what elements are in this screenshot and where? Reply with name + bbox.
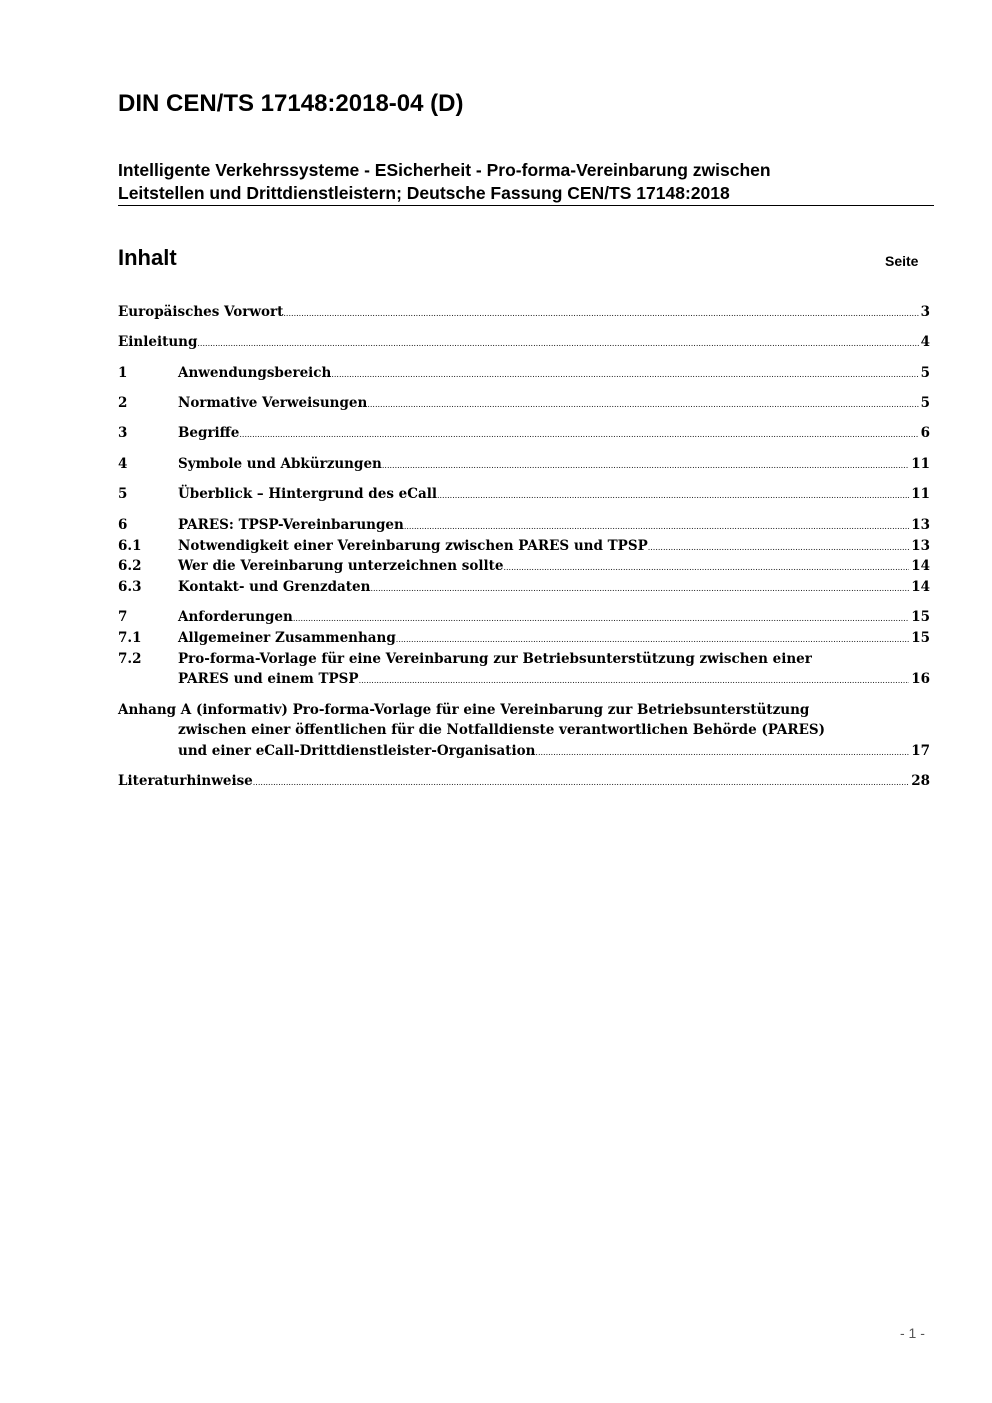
toc-leader-dots bbox=[404, 515, 909, 535]
toc-heading: Inhalt bbox=[118, 245, 177, 270]
toc-entry-7[interactable] bbox=[118, 607, 930, 627]
title-divider bbox=[118, 205, 934, 206]
toc-entry-title: Überblick – Hintergrund des eCall bbox=[178, 486, 437, 502]
toc-entry-number: 7 bbox=[118, 609, 128, 625]
toc-leader-dots bbox=[197, 332, 918, 352]
toc-entry-title-line-2: PARES und einem TPSP bbox=[178, 671, 359, 687]
toc-entry-title-line-1: Pro-forma-Vorlage für eine Vereinbarung zur Betriebsunterstützung zwischen einer bbox=[178, 651, 812, 667]
toc-entry-3[interactable] bbox=[118, 423, 930, 443]
toc-entry-title: Anwendungsbereich bbox=[178, 365, 332, 381]
toc-entry-1[interactable] bbox=[118, 363, 930, 383]
toc-entry-number: 6 bbox=[118, 517, 128, 533]
toc-entry-page: 11 bbox=[911, 456, 930, 472]
toc-entry-title-line-2: zwischen einer öffentlichen für die Notfalldienste verantwortlichen Behörde (PARES) bbox=[178, 722, 826, 738]
toc-entry-title: Symbole und Abkürzungen bbox=[178, 456, 382, 472]
toc-entry-anhang-a-line-2[interactable] bbox=[118, 720, 930, 740]
toc-leader-dots bbox=[367, 393, 918, 413]
toc-leader-dots bbox=[283, 302, 918, 322]
toc-entry-number: 4 bbox=[118, 456, 128, 472]
toc-entry-page: 14 bbox=[911, 579, 930, 595]
toc-entry-number: 7.2 bbox=[118, 651, 142, 667]
toc-entry-number: 3 bbox=[118, 425, 128, 441]
toc-leader-dots bbox=[293, 607, 909, 627]
toc-entry-number: 6.2 bbox=[118, 558, 142, 574]
document-title-line-1: Intelligente Verkehrssysteme - ESicherheit - Pro-forma-Vereinbarung zwischen bbox=[118, 160, 771, 180]
toc-entry-page: 11 bbox=[911, 486, 930, 502]
toc-leader-dots bbox=[535, 741, 909, 761]
toc-entry-title: Literaturhinweise bbox=[118, 773, 253, 789]
toc-leader-dots bbox=[239, 423, 918, 443]
toc-entry-page: 5 bbox=[920, 365, 930, 381]
toc-entry-title: Begriffe bbox=[178, 425, 240, 441]
toc-entry-number: 7.1 bbox=[118, 630, 142, 646]
toc-leader-dots bbox=[396, 628, 909, 648]
toc-entry-number: 6.3 bbox=[118, 579, 142, 595]
toc-entry-6-1[interactable] bbox=[118, 536, 930, 556]
toc-entry-page: 14 bbox=[911, 558, 930, 574]
toc-entry-title: Kontakt- und Grenzdaten bbox=[178, 579, 371, 595]
toc-entry-page: 28 bbox=[911, 773, 930, 789]
toc-entry-7-2-continuation[interactable] bbox=[118, 669, 930, 689]
toc-leader-dots bbox=[253, 771, 909, 791]
toc-entry-page: 4 bbox=[920, 334, 930, 350]
toc-entry-6[interactable] bbox=[118, 515, 930, 535]
toc-entry-page: 16 bbox=[911, 671, 930, 687]
toc-entry-4[interactable] bbox=[118, 454, 930, 474]
toc-entry-title: PARES: TPSP-Vereinbarungen bbox=[178, 517, 404, 533]
toc-entry-page: 13 bbox=[911, 517, 930, 533]
toc-entry-anhang-a-line-3[interactable] bbox=[118, 741, 930, 761]
toc-entry-vorwort[interactable] bbox=[118, 302, 930, 322]
toc-entry-title: Wer die Vereinbarung unterzeichnen sollte bbox=[178, 558, 504, 574]
toc-entry-number: 2 bbox=[118, 395, 128, 411]
toc-leader-dots bbox=[648, 536, 909, 556]
toc-entry-literatur[interactable] bbox=[118, 771, 930, 791]
toc-leader-dots bbox=[370, 577, 909, 597]
toc-leader-dots bbox=[503, 556, 909, 576]
toc-entry-2[interactable] bbox=[118, 393, 930, 413]
toc-entry-anhang-a[interactable] bbox=[118, 700, 930, 720]
toc-entry-6-2[interactable] bbox=[118, 556, 930, 576]
toc-entry-title-line-3: und einer eCall-Drittdienstleister-Organisation bbox=[178, 743, 536, 759]
document-title bbox=[118, 159, 934, 205]
toc-leader-dots bbox=[359, 669, 910, 689]
toc-entry-title-line-1: Anhang A (informativ) Pro-forma-Vorlage für eine Vereinbarung zur Betriebsunterstützung bbox=[118, 702, 810, 718]
document-title-line-2: Leitstellen und Drittdienstleistern; Deutsche Fassung CEN/TS 17148:2018 bbox=[118, 183, 730, 203]
toc-entry-page: 17 bbox=[911, 743, 930, 759]
toc-entry-7-2[interactable] bbox=[118, 649, 930, 669]
toc-entry-page: 5 bbox=[920, 395, 930, 411]
toc-entry-title: Europäisches Vorwort bbox=[118, 304, 284, 320]
page-number: - 1 - bbox=[900, 1325, 925, 1341]
toc-leader-dots bbox=[331, 363, 918, 383]
toc-entry-number: 1 bbox=[118, 365, 128, 381]
toc-entry-6-3[interactable] bbox=[118, 577, 930, 597]
toc-leader-dots bbox=[382, 454, 909, 474]
toc-entry-page: 13 bbox=[911, 538, 930, 554]
toc-entry-7-1[interactable] bbox=[118, 628, 930, 648]
toc-leader-dots bbox=[437, 484, 909, 504]
toc-entry-title: Einleitung bbox=[118, 334, 198, 350]
toc-entry-page: 15 bbox=[911, 609, 930, 625]
document-id: DIN CEN/TS 17148:2018-04 (D) bbox=[118, 90, 464, 117]
toc-page-column-label: Seite bbox=[885, 253, 919, 269]
toc-entry-title: Normative Verweisungen bbox=[178, 395, 368, 411]
toc-entry-page: 6 bbox=[920, 425, 930, 441]
toc-entry-page: 3 bbox=[920, 304, 930, 320]
toc-entry-page: 15 bbox=[911, 630, 930, 646]
toc-entry-title: Notwendigkeit einer Vereinbarung zwischen PARES und TPSP bbox=[178, 538, 648, 554]
toc-entry-title: Allgemeiner Zusammenhang bbox=[178, 630, 396, 646]
toc-entry-einleitung[interactable] bbox=[118, 332, 930, 352]
toc-entry-title: Anforderungen bbox=[178, 609, 293, 625]
toc-entry-number: 5 bbox=[118, 486, 128, 502]
toc-entry-number: 6.1 bbox=[118, 538, 142, 554]
toc-entry-5[interactable] bbox=[118, 484, 930, 504]
